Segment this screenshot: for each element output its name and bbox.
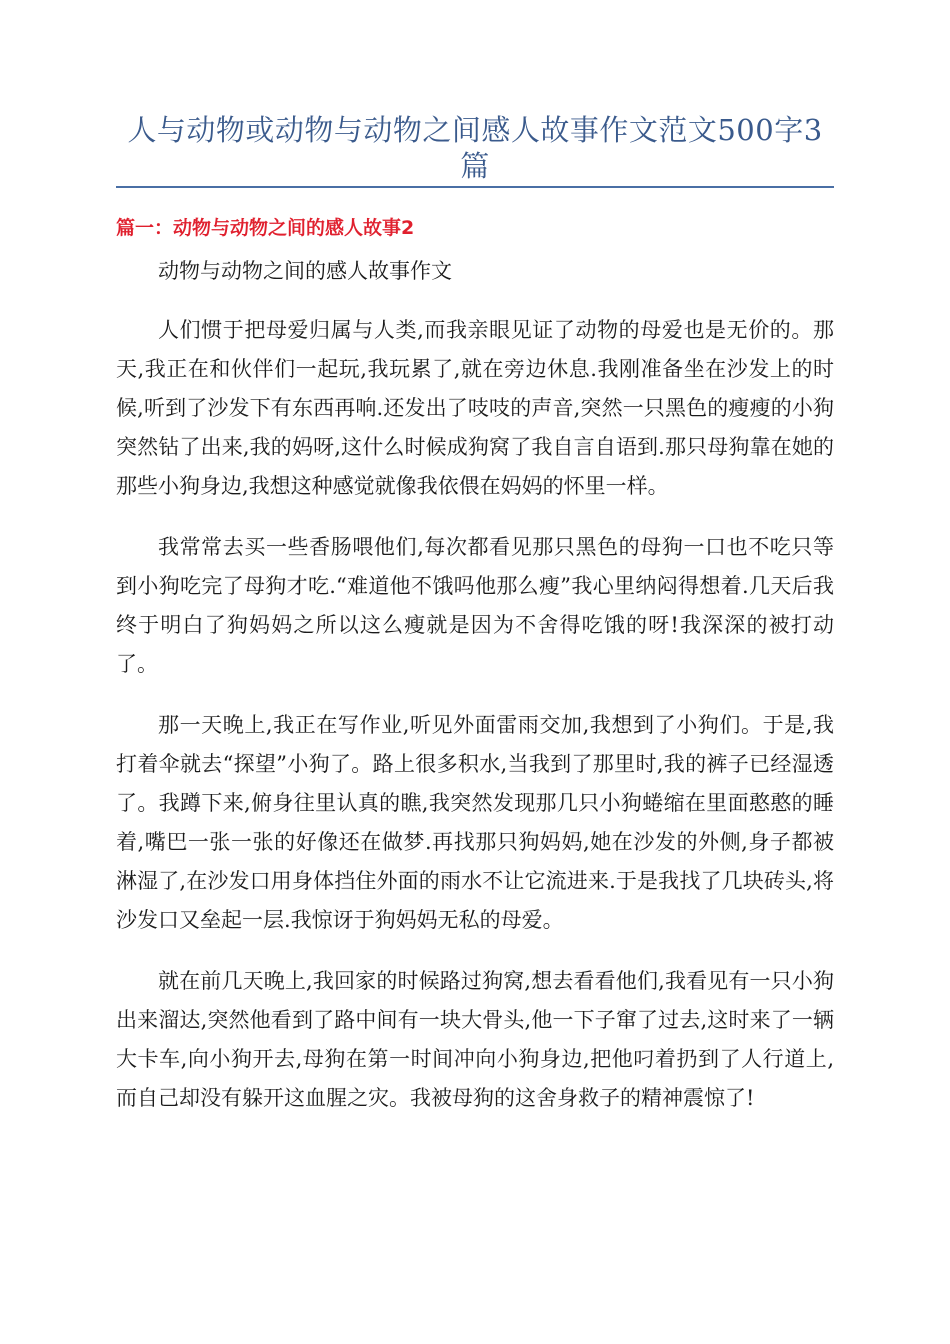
article-body xyxy=(116,252,834,1118)
title-divider xyxy=(116,186,834,188)
article-subtitle: 动物与动物之间的感人故事作文 xyxy=(158,259,452,283)
section-heading: 篇一：动物与动物之间的感人故事2 xyxy=(116,217,415,239)
paragraph-1: 人们惯于把母爱归属与人类,而我亲眼见证了动物的母爱也是无价的。那天,我正在和伙伴们一起玩,我玩累了,就在旁边休息.我刚准备坐在沙发上的时候,听到了沙发下有东西再响.还发出了吱吱的声音,突然一只黑色的瘦瘦的小狗突然钻了出来,我的妈呀,这什么时候成狗窝了我自言自语到.那只母狗靠在她的那些小狗身边,我想这种感觉就像我依偎在妈妈的怀里一样。 xyxy=(116,318,834,498)
paragraph-2: 我常常去买一些香肠喂他们,每次都看见那只黑色的母狗一口也不吃只等到小狗吃完了母狗才吃.“难道他不饿吗他那么瘦”我心里纳闷得想着.几天后我终于明白了狗妈妈之所以这么瘦就是因为不舍得吃饿的呀!我深深的被打动了。 xyxy=(116,535,834,676)
paragraph-3: 那一天晚上,我正在写作业,听见外面雷雨交加,我想到了小狗们。于是,我打着伞就去“探望”小狗了。路上很多积水,当我到了那里时,我的裤子已经湿透了。我蹲下来,俯身往里认真的瞧,我突然发现那几只小狗蜷缩在里面憨憨的睡着,嘴巴一张一张的好像还在做梦.再找那只狗妈妈,她在沙发的外侧,身子都被淋湿了,在沙发口用身体挡住外面的雨水不让它流进来.于是我找了几块砖头,将沙发口又垒起一层.我惊讶于狗妈妈无私的母爱。 xyxy=(116,713,834,932)
paragraph-4: 就在前几天晚上,我回家的时候路过狗窝,想去看看他们,我看见有一只小狗出来溜达,突然他看到了路中间有一块大骨头,他一下子窜了过去,这时来了一辆大卡车,向小狗开去,母狗在第一时间冲向小狗身边,把他叼着扔到了人行道上,而自己却没有躲开这血腥之灾。我被母狗的这舍身救子的精神震惊了! xyxy=(116,969,834,1110)
document-title: 人与动物或动物与动物之间感人故事作文范文500字3篇 xyxy=(127,113,823,183)
